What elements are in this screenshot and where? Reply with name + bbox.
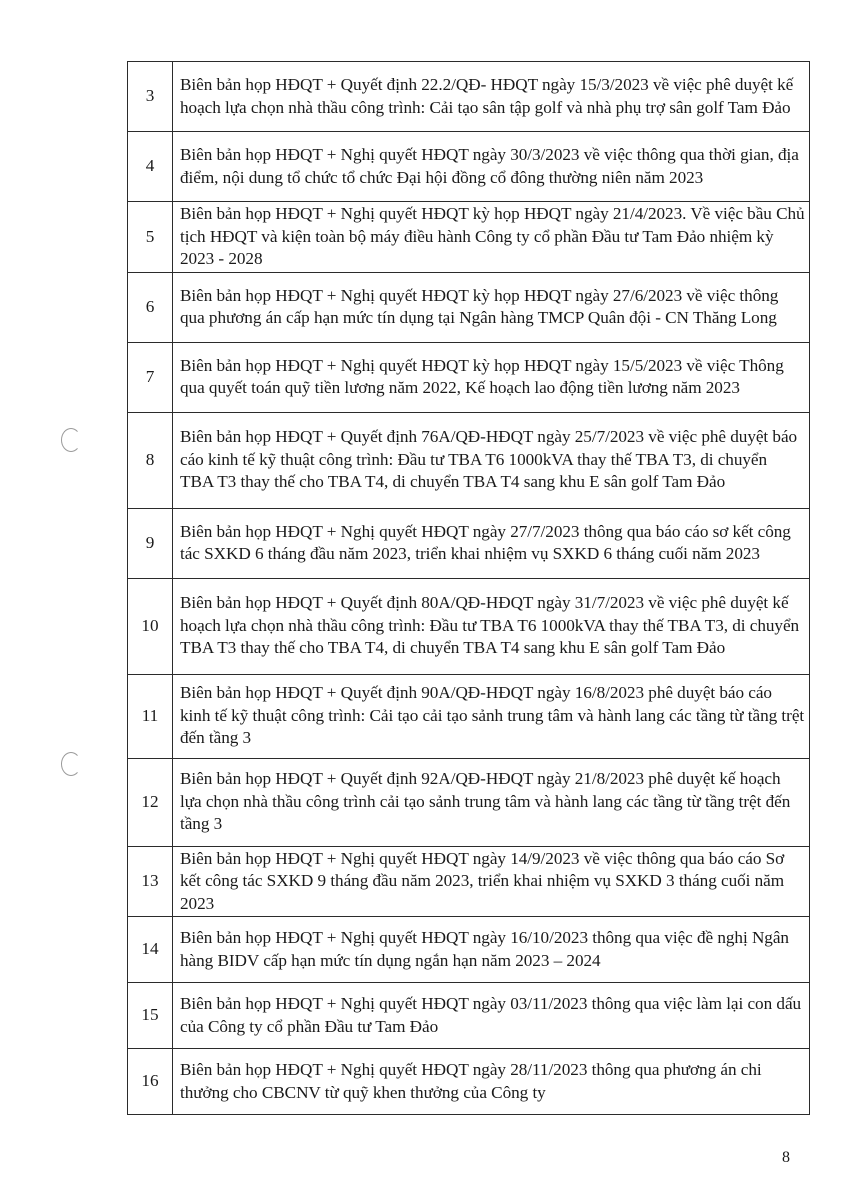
row-number: 9 — [128, 508, 173, 578]
row-number: 11 — [128, 674, 173, 758]
row-description: Biên bản họp HĐQT + Nghị quyết HĐQT kỳ họp HĐQT ngày 21/4/2023. Về việc bầu Chủ tịch HĐQT và kiện toàn bộ máy điều hành Công ty cổ phần Đầu tư Tam Đảo nhiệm kỳ 2023 - 2028 — [173, 202, 810, 273]
row-description: Biên bản họp HĐQT + Quyết định 22.2/QĐ- HĐQT ngày 15/3/2023 về việc phê duyệt kế hoạch lựa chọn nhà thầu công trình: Cải tạo sân tập golf và nhà phụ trợ sân golf Tam Đảo — [173, 62, 810, 132]
row-number: 4 — [128, 132, 173, 202]
row-description: Biên bản họp HĐQT + Nghị quyết HĐQT kỳ họp HĐQT ngày 27/6/2023 về việc thông qua phương án cấp hạn mức tín dụng tại Ngân hàng TMCP Quân đội - CN Thăng Long — [173, 272, 810, 342]
row-description: Biên bản họp HĐQT + Nghị quyết HĐQT ngày 27/7/2023 thông qua báo cáo sơ kết công tác SXKD 6 tháng đầu năm 2023, triển khai nhiệm vụ SXKD 6 tháng cuối năm 2023 — [173, 508, 810, 578]
table-row — [128, 62, 810, 132]
page-number: 8 — [782, 1149, 790, 1166]
table-row — [128, 758, 810, 846]
row-description: Biên bản họp HĐQT + Nghị quyết HĐQT ngày 03/11/2023 thông qua việc làm lại con dấu của Công ty cổ phần Đầu tư Tam Đảo — [173, 983, 810, 1049]
row-description: Biên bản họp HĐQT + Quyết định 90A/QĐ-HĐQT ngày 16/8/2023 phê duyệt báo cáo kinh tế kỹ thuật công trình: Cải tạo cải tạo sảnh trung tâm và hành lang các tầng từ tầng trệt đến tầng 3 — [173, 674, 810, 758]
row-description: Biên bản họp HĐQT + Quyết định 80A/QĐ-HĐQT ngày 31/7/2023 về việc phê duyệt kế hoạch lựa chọn nhà thầu công trình: Đầu tư TBA T6 1000kVA thay thế TBA T3, di chuyển TBA T3 thay thế cho TBA T4, di chuyển TBA T4 sang khu E sân golf Tam Đảo — [173, 578, 810, 674]
table-row — [128, 917, 810, 983]
row-number: 14 — [128, 917, 173, 983]
row-description: Biên bản họp HĐQT + Quyết định 76A/QĐ-HĐQT ngày 25/7/2023 về việc phê duyệt báo cáo kinh tế kỹ thuật công trình: Đầu tư TBA T6 1000kVA thay thế TBA T3, di chuyển TBA T3 thay thế cho TBA T4, di chuyển TBA T4 sang khu E sân golf Tam Đảo — [173, 412, 810, 508]
row-number: 16 — [128, 1049, 173, 1115]
table-row — [128, 412, 810, 508]
row-description: Biên bản họp HĐQT + Nghị quyết HĐQT ngày 28/11/2023 thông qua phương án chi thưởng cho CBCNV từ quỹ khen thưởng của Công ty — [173, 1049, 810, 1115]
row-description: Biên bản họp HĐQT + Nghị quyết HĐQT kỳ họp HĐQT ngày 15/5/2023 về việc Thông qua quyết toán quỹ tiền lương năm 2022, Kế hoạch lao động tiền lương năm 2023 — [173, 342, 810, 412]
table-row — [128, 1049, 810, 1115]
table-row — [128, 983, 810, 1049]
row-description: Biên bản họp HĐQT + Quyết định 92A/QĐ-HĐQT ngày 21/8/2023 phê duyệt kế hoạch lựa chọn nhà thầu công trình cải tạo sảnh trung tâm và hành lang các tầng từ tầng trệt đến tầng 3 — [173, 758, 810, 846]
table-row — [128, 132, 810, 202]
table-row — [128, 846, 810, 917]
row-number: 15 — [128, 983, 173, 1049]
row-number: 10 — [128, 578, 173, 674]
row-number: 7 — [128, 342, 173, 412]
table-row — [128, 674, 810, 758]
table-row — [128, 272, 810, 342]
row-number: 3 — [128, 62, 173, 132]
row-number: 8 — [128, 412, 173, 508]
table-row — [128, 202, 810, 273]
row-description: Biên bản họp HĐQT + Nghị quyết HĐQT ngày 14/9/2023 về việc thông qua báo cáo Sơ kết công tác SXKD 9 tháng đầu năm 2023, triển khai nhiệm vụ SXKD 3 tháng cuối năm 2023 — [173, 846, 810, 917]
board-minutes-table — [127, 61, 810, 1115]
row-number: 5 — [128, 202, 173, 273]
punch-hole-mark — [61, 428, 81, 452]
row-description: Biên bản họp HĐQT + Nghị quyết HĐQT ngày 16/10/2023 thông qua việc đề nghị Ngân hàng BIDV cấp hạn mức tín dụng ngắn hạn năm 2023 – 2024 — [173, 917, 810, 983]
row-number: 12 — [128, 758, 173, 846]
row-number: 6 — [128, 272, 173, 342]
table-row — [128, 578, 810, 674]
punch-hole-mark — [61, 752, 81, 776]
table-row — [128, 342, 810, 412]
row-description: Biên bản họp HĐQT + Nghị quyết HĐQT ngày 30/3/2023 về việc thông qua thời gian, địa điểm, nội dung tổ chức tổ chức Đại hội đồng cổ đông thường niên năm 2023 — [173, 132, 810, 202]
row-number: 13 — [128, 846, 173, 917]
table-row — [128, 508, 810, 578]
